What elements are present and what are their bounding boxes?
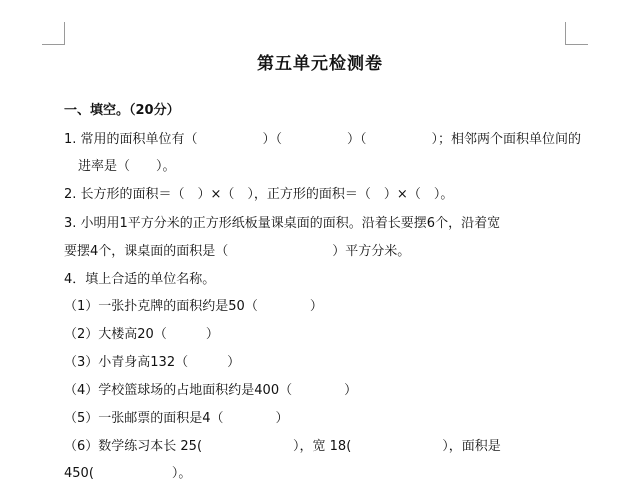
question-4-item-6-line-1: （6）数学练习本长 25( ），宽 18( ），面积是 <box>64 439 501 454</box>
question-3-line-1: 3. 小明用1平方分米的正方形纸板量课桌面的面积。沿着长要摆6个，沿着宽 <box>64 216 501 231</box>
question-4-item-3: （3）小青身高132（ ） <box>64 355 241 370</box>
question-3-line-2: 要摆4个，课桌面的面积是（ ）平方分米。 <box>64 244 411 259</box>
question-4-item-1: （1）一张扑克牌的面积约是50（ ） <box>64 299 323 314</box>
page-title: 第五单元检测卷 <box>257 54 383 74</box>
question-4-item-2: （2）大楼高20（ ） <box>64 327 219 342</box>
crop-mark-top-left <box>42 22 65 45</box>
section-heading: 一、填空。（20分） <box>64 103 180 118</box>
crop-mark-top-right <box>565 22 588 45</box>
question-1-line-2: 进率是（ ）。 <box>78 159 176 174</box>
question-2: 2. 长方形的面积＝（ ）×（ ），正方形的面积＝（ ）×（ ）。 <box>64 187 454 202</box>
question-4-heading: 4．填上合适的单位名称。 <box>64 272 216 287</box>
question-4-item-5: （5）一张邮票的面积是4（ ） <box>64 411 289 426</box>
question-4-item-4: （4）学校篮球场的占地面积约是400（ ） <box>64 383 358 398</box>
question-4-item-6-line-2: 450( ）。 <box>64 466 192 481</box>
question-1-line-1: 1. 常用的面积单位有（ ）（ ）（ ）；相邻两个面积单位间的 <box>64 132 582 147</box>
